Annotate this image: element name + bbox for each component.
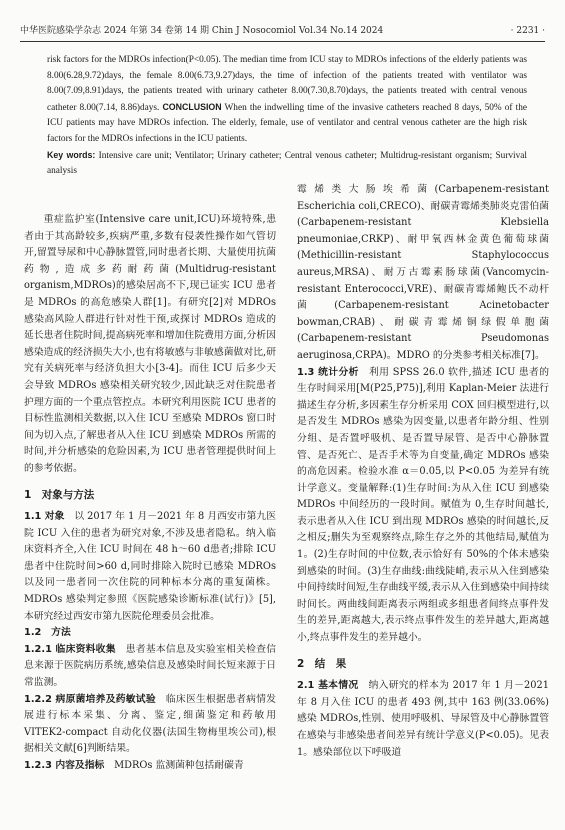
subsection-number: 1.2.2 [24, 693, 52, 705]
subsection-number: 1.2.3 [24, 760, 52, 771]
subsection-number: 1.2.1 [24, 643, 52, 655]
subsection-text: 纳入研究的样本为 2017 年 1 月－2021 年 8 月入住 ICU 的患者 493 例,其中 163 例(33.06%)感染 MDROs,性别、使用呼吸机、导尿管及中心静脉置管在感染与非感染患者间差异有统计学意义(P<0.05)。见表 1。感染部位以下呼吸道 [297, 680, 549, 758]
subsection-number: 2.1 [297, 680, 315, 692]
subsection-1-2-1 [24, 642, 276, 692]
keywords-label: Key words: [47, 149, 96, 160]
subsection-title: 对象 [41, 511, 65, 523]
subsection-title: 病原菌培养及药敏试验 [51, 693, 156, 705]
subsection-text: 以 2017 年 1 月－2021 年 8 月西安市第九医院 ICU 入住的患者为研究对象,不涉及患者隐私。纳入临床资料齐全,入住 ICU 时间在 48 h～60 d患者;排除 ICU 患者中住院时间>60 d,同时排除入院时已感染 MDROs 以及同一患者同一次住院的同种标本分离的重复菌株。MDROs 感染判定参照《医院感染诊断标准(试行)》[5],本研究经过西安市第九医院伦理委员会批准。 [24, 511, 276, 622]
intro-paragraph: 重症监护室(Intensive care unit,ICU)环境特殊,患者由于其高龄较多,疾病严重,多数有侵袭性操作如气管切开,留置导尿和中心静脉置管,同时患者长期、大量使用抗菌药物,造成多药耐药菌(Multidrug-resistant organism,MDROs)的感染居高不下,现已证实 ICU 患者是 MDROs 的高危感染人群[1]。有研究[2]对 MDROs 感染高风险人群进行针对性干预,或探讨 MDROs 造成的延长患者住院时间,提高病死率和增加住院费用方面,分析因感染造成的经济损失大小,也有将敏感与非敏感菌做对比,研究有关病死率与经济负担大小[3-4]。而住 ICU 后多少天会导致 MDROs 感染相关研究较少,因此缺乏对住院患者护理方面的一个重点管控点。本研究利用医院 ICU 患者的目标性监测相关数据,以入住 ICU 至感染 MDROs 窗口时间为切入点,了解患者从入住 ICU 到感染 MDROs 所需的时间,并分析感染的危险因素,为 ICU 患者管理提供时间上的参考依据。 [24, 214, 276, 474]
subsection-2-1 [297, 678, 549, 761]
subsection-1-2: 1.2 方法 [24, 627, 71, 639]
abstract-block [47, 53, 527, 180]
pathogen-list-paragraph: 霉烯类大肠埃希菌(Carbapenem-resistant Escherichia coli,CRECO)、耐碳青霉烯类肺炎克雷伯菌(Carbapenem-resistant Klebsiella pneumoniae,CRKP)、耐甲氧西林金黄色葡萄球菌(Methicillin-resistant Staphylococcus aureus,MRSA)、耐万古霉素肠球菌(Vancomycin-resistant Enterococci,VRE)、耐碳青霉烯鲍氏不动杆菌(Carbapenem-resistant Acinetobacter bowman,CRAB)、耐碳青霉烯铜绿假单胞菌(Carbapenem-resistant Pseudomonas aeruginosa,CRPA)。MDRO 的分类参考相关标准[7]。 [297, 184, 549, 361]
keywords: Intensive care unit; Ventilator; Urinary catheter; Central venous catheter; Multidrug-resistant organism; Survival analysis [47, 150, 528, 177]
page-number: · 2231 · [510, 26, 545, 36]
subsection-title: 统计分析 [314, 366, 359, 378]
subsection-1-2-3 [24, 758, 276, 775]
header-rule [20, 41, 545, 42]
subsection-text: 利用 SPSS 26.0 软件,描述 ICU 患者的生存时间采用[M(P25,P75)],利用 Kaplan-Meier 法进行描述生存分析,多因素生存分析采用 COX 回归模型进行,以是否发生 MDROs 感染为因变量,以患者年龄分组、性别分组、是否置呼吸机、是否置导尿管、是否中心静脉置管、是否死亡、是否手术等为自变量,确定 MDROs 感染的高危因素。检验水准 α＝0.05,以 P<0.05 为差异有统计学意义。变量解释:(1)生存时间:为从入住 ICU 到感染 MDROs 中间经历的一段时间。赋值为 0,生存时间越长,表示患者从入住 ICU 到出现 MDROs 感染的时间越长,反之相反;删失为至观察终点,除生存之外的其他结局,赋值为 1。(2)生存时间的中位数,表示恰好有 50%的个体未感染到感染的时间。(3)生存曲线:曲线陡峭,表示从入住到感染中间持续时间短,生存曲线平缓,表示从入住到感染中间持续时间长。两曲线间距离表示两组或多组患者间终点事件发生的差异,距离越大,表示终点事件发生的差异越大,距离越小,终点事件发生的差异越小。 [297, 366, 549, 644]
subsection-text: 临床医生根据患者病情发展进行标本采集、分离、鉴定,细菌鉴定和药敏用 VITEK2-compact 自动化仪器(法国生物梅里埃公司),根据相关文献[6]判断结果。 [24, 693, 276, 755]
section-heading-methods: 1 对象与方法 [24, 488, 95, 501]
subsection-number: 1.1 [24, 511, 42, 523]
conclusion-label: CONCLUSION [162, 101, 222, 112]
subsection-1-3 [297, 365, 549, 647]
subsection-title: 内容及指标 [51, 760, 105, 771]
subsection-number: 1.3 [297, 366, 315, 378]
journal-citation: 中华医院感染学杂志 2024 年第 34 卷第 14 期 Chin J Nosocomiol Vol.34 No.14 2024 [20, 26, 384, 36]
subsection-title: 临床资料收集 [51, 643, 116, 655]
abstract-results: risk factors for the MDROs infection(P<0.05). The median time from ICU stay to MDROs infections of the elderly patients was 8.00(6.28,9.72)days, the female 8.00(6.73,9.27)days, the time of infection of the patients treated with ventilator was 8.00(7.09,8.91)days, the patients treated with urinary catheter 8.00(7.30,8.70)days, the patients treated with central venous catheter 8.00(7.14, 8.86)days. [47, 55, 527, 113]
subsection-text: MDROs 监测菌种包括耐碳青 [104, 760, 244, 771]
abstract-conclusion: When the indwelling time of the invasive catheters reached 8 days, 50% of the ICU patients may have MDROs infection. The elderly, female, use of ventilator and central venous catheter are the high risk factors for the MDROs infections in the ICU patients. [47, 102, 527, 144]
right-column [297, 182, 549, 761]
subsection-1-1 [24, 509, 276, 625]
section-heading-results: 2 结 果 [297, 657, 347, 670]
subsection-1-2-2 [24, 692, 276, 758]
subsection-title: 基本情况 [314, 680, 359, 692]
left-column [24, 212, 276, 775]
subsection-text: 患者基本信息及实验室相关检查信息来源于医院病历系统,感染信息及感染时间长短来源于日常监测。 [24, 643, 276, 689]
